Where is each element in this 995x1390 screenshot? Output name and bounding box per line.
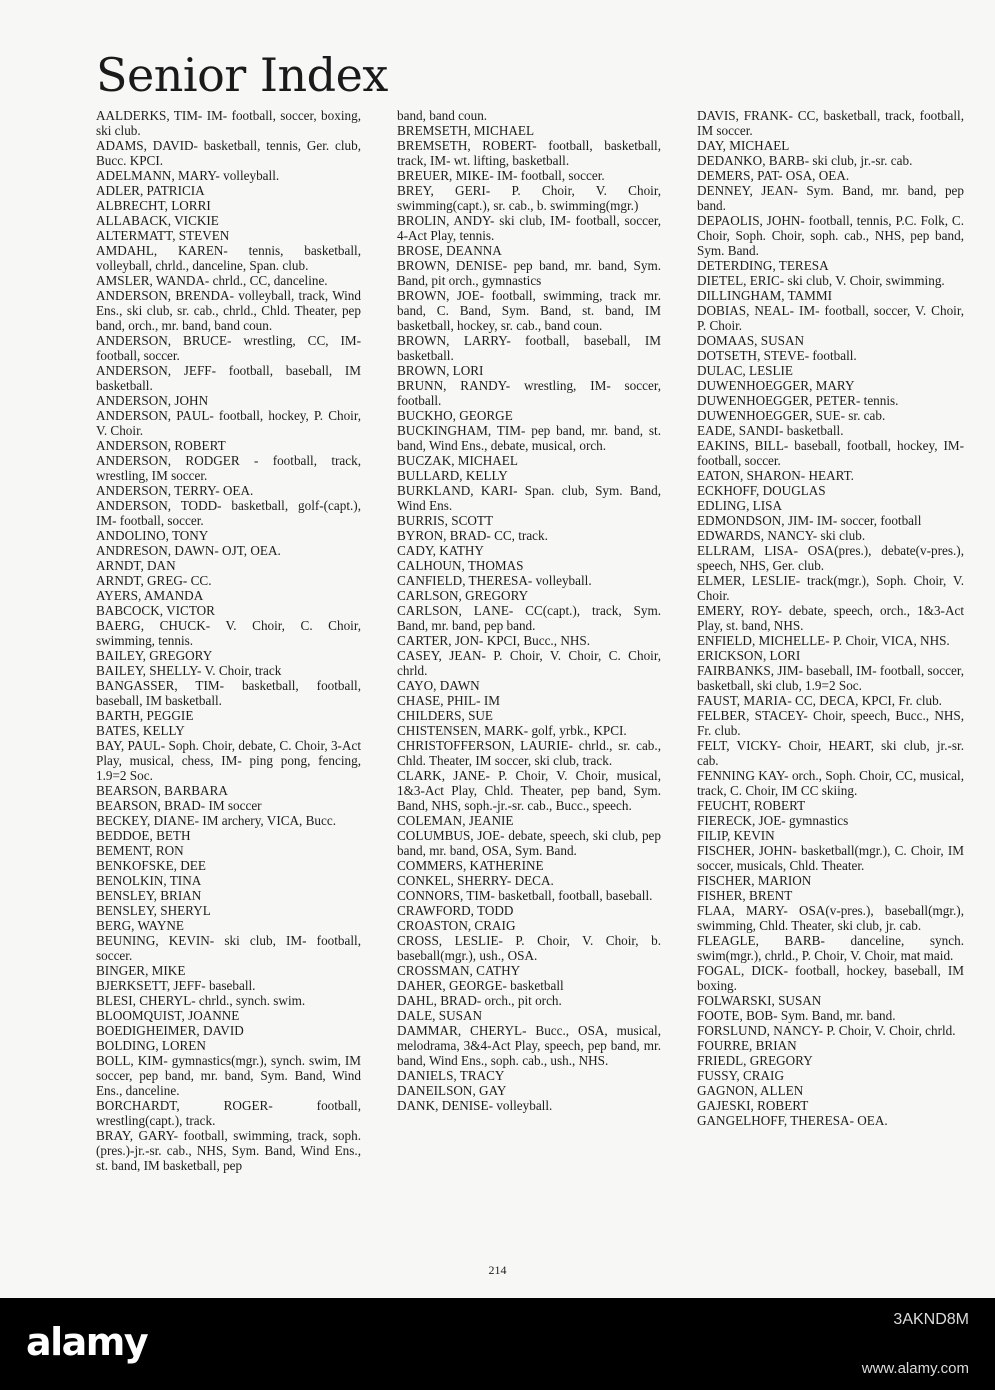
index-entry: COLUMBUS, JOE- debate, speech, ski club, pep band, mr. band, OSA, Sym. Band. <box>397 828 661 858</box>
index-entry: BROSE, DEANNA <box>397 243 502 258</box>
index-entry: CLARK, JANE- P. Choir, V. Choir, musical, 1&3-Act Play, Chld. Theater, pep band, Sym. Band, NHS, soph.-jr.-sr. cab., Bucc., speech. <box>397 768 661 813</box>
index-entry: DAMMAR, CHERYL- Bucc., OSA, musical, melodrama, 3&4-Act Play, speech, pep band, mr. band, Wind Ens., soph. cab., ush., NHS. <box>397 1023 661 1068</box>
index-entry: DANEILSON, GAY <box>397 1083 507 1098</box>
index-entry: FISCHER, MARION <box>697 873 812 888</box>
index-entry: FUSSY, CRAIG <box>697 1068 784 1083</box>
index-entry: FISHER, BRENT <box>697 888 793 903</box>
index-entry: FLAA, MARY- OSA(v-pres.), baseball(mgr.), swimming, Chld. Theater, ski club, jr. cab. <box>697 903 964 933</box>
index-entry: ELMER, LESLIE- track(mgr.), Soph. Choir, V. Choir. <box>697 573 964 603</box>
index-entry: CARLSON, GREGORY <box>397 588 529 603</box>
index-entry: BENOLKIN, TINA <box>96 873 202 888</box>
index-entry: DANK, DENISE- volleyball. <box>397 1098 553 1113</box>
index-entry: DEDANKO, BARB- ski club, jr.-sr. cab. <box>697 153 913 168</box>
index-entry: BULLARD, KELLY <box>397 468 508 483</box>
index-entry: BEMENT, RON <box>96 843 184 858</box>
index-entry: COLEMAN, JEANIE <box>397 813 514 828</box>
index-entry: DAHER, GEORGE- basketball <box>397 978 564 993</box>
index-entry: BAILEY, GREGORY <box>96 648 213 663</box>
index-entry: BLESI, CHERYL- chrld., synch. swim. <box>96 993 306 1008</box>
index-entry: BURRIS, SCOTT <box>397 513 493 528</box>
index-entry: ECKHOFF, DOUGLAS <box>697 483 826 498</box>
index-entry: FEUCHT, ROBERT <box>697 798 806 813</box>
index-entry: FOGAL, DICK- football, hockey, baseball, IM boxing. <box>697 963 964 993</box>
index-entry: DAHL, BRAD- orch., pit orch. <box>397 993 562 1008</box>
website-url: www.alamy.com <box>861 1360 969 1377</box>
index-column-2 <box>397 108 661 1233</box>
index-entry: EDMONDSON, JIM- IM- soccer, football <box>697 513 922 528</box>
index-entry: BROLIN, ANDY- ski club, IM- football, soccer, 4-Act Play, tennis. <box>397 213 661 243</box>
index-entry: ALLABACK, VICKIE <box>96 213 219 228</box>
index-entry: DUWENHOEGGER, PETER- tennis. <box>697 393 899 408</box>
index-entry: ARNDT, GREG- CC. <box>96 573 212 588</box>
index-entry: DENNEY, JEAN- Sym. Band, mr. band, pep band. <box>697 183 964 213</box>
index-entry: BORCHARDT, ROGER- football, wrestling(capt.), track. <box>96 1098 361 1128</box>
index-entry: BUCKHO, GEORGE <box>397 408 513 423</box>
index-entry: BANGASSER, TIM- basketball, football, baseball, IM basketball. <box>96 678 361 708</box>
index-entry: CONNORS, TIM- basketball, football, baseball. <box>397 888 653 903</box>
index-entry: FILIP, KEVIN <box>697 828 775 843</box>
index-entry: BEARSON, BRAD- IM soccer <box>96 798 262 813</box>
index-entry: ERICKSON, LORI <box>697 648 801 663</box>
index-column-1 <box>96 108 361 1233</box>
index-entry: BOLL, KIM- gymnastics(mgr.), synch. swim, IM soccer, pep band, mr. band, Sym. Band, Wind Ens., danceline. <box>96 1053 361 1098</box>
index-entry: GAGNON, ALLEN <box>697 1083 804 1098</box>
index-entry: ADAMS, DAVID- basketball, tennis, Ger. club, Bucc. KPCI. <box>96 138 361 168</box>
index-entry: BENSLEY, BRIAN <box>96 888 202 903</box>
index-entry: DUWENHOEGGER, MARY <box>697 378 855 393</box>
index-entry: ANDERSON, TERRY- OEA. <box>96 483 254 498</box>
index-entry: EDWARDS, NANCY- ski club. <box>697 528 866 543</box>
index-entry: CHILDERS, SUE <box>397 708 493 723</box>
index-entry: CHISTENSEN, MARK- golf, yrbk., KPCI. <box>397 723 627 738</box>
index-entry: GANGELHOFF, THERESA- OEA. <box>697 1113 888 1128</box>
index-entry: EDLING, LISA <box>697 498 782 513</box>
index-entry: FRIEDL, GREGORY <box>697 1053 813 1068</box>
index-entry: AMDAHL, KAREN- tennis, basketball, volleyball, chrld., danceline, Span. club. <box>96 243 361 273</box>
index-entry: ADLER, PATRICIA <box>96 183 205 198</box>
index-entry: BEDDOE, BETH <box>96 828 191 843</box>
index-entry: BRUNN, RANDY- wrestling, IM- soccer, football. <box>397 378 661 408</box>
index-entry: CROSS, LESLIE- P. Choir, V. Choir, b. baseball(mgr.), ush., OSA. <box>397 933 661 963</box>
index-entry: BARTH, PEGGIE <box>96 708 194 723</box>
index-entry: CADY, KATHY <box>397 543 484 558</box>
index-entry: DEMERS, PAT- OSA, OEA. <box>697 168 850 183</box>
index-entry: CAYO, DAWN <box>397 678 480 693</box>
index-entry: DOMAAS, SUSAN <box>697 333 804 348</box>
page-title: Senior Index <box>96 48 388 102</box>
index-entry: BENSLEY, SHERYL <box>96 903 211 918</box>
index-entry: EATON, SHARON- HEART. <box>697 468 854 483</box>
index-entry: FAUST, MARIA- CC, DECA, KPCI, Fr. club. <box>697 693 942 708</box>
index-entry: BJERKSETT, JEFF- baseball. <box>96 978 256 993</box>
index-entry: CONKEL, SHERRY- DECA. <box>397 873 554 888</box>
index-entry: BUCZAK, MICHAEL <box>397 453 518 468</box>
index-entry: BOLDING, LOREN <box>96 1038 206 1053</box>
index-entry: DALE, SUSAN <box>397 1008 482 1023</box>
index-entry: BREMSETH, ROBERT- football, basketball, track, IM- wt. lifting, basketball. <box>397 138 661 168</box>
index-entry: BERG, WAYNE <box>96 918 184 933</box>
index-entry: AYERS, AMANDA <box>96 588 204 603</box>
index-entry: AMSLER, WANDA- chrld., CC, danceline. <box>96 273 328 288</box>
index-entry: DUWENHOEGGER, SUE- sr. cab. <box>697 408 886 423</box>
index-entry: BURKLAND, KARI- Span. club, Sym. Band, Wind Ens. <box>397 483 661 513</box>
index-entry: ALTERMATT, STEVEN <box>96 228 230 243</box>
index-entry: ANDRESON, DAWN- OJT, OEA. <box>96 543 281 558</box>
index-entry: ANDERSON, PAUL- football, hockey, P. Choir, V. Choir. <box>96 408 361 438</box>
index-entry: ADELMANN, MARY- volleyball. <box>96 168 280 183</box>
index-entry: ALBRECHT, LORRI <box>96 198 211 213</box>
index-entry: FORSLUND, NANCY- P. Choir, V. Choir, chrld. <box>697 1023 956 1038</box>
index-entry: BATES, KELLY <box>96 723 185 738</box>
index-entry: DIETEL, ERIC- ski club, V. Choir, swimming. <box>697 273 945 288</box>
index-entry: BREY, GERI- P. Choir, V. Choir, swimming(capt.), sr. cab., b. swimming(mgr.) <box>397 183 661 213</box>
index-entry: BREMSETH, MICHAEL <box>397 123 535 138</box>
index-entry: DETERDING, TERESA <box>697 258 829 273</box>
index-entry: EADE, SANDI- basketball. <box>697 423 844 438</box>
index-entry: GAJESKI, ROBERT <box>697 1098 809 1113</box>
index-entry: CROSSMAN, CATHY <box>397 963 521 978</box>
index-entry: FLEAGLE, BARB- danceline, synch. swim(mgr.), chrld., P. Choir, V. Choir, mat maid. <box>697 933 964 963</box>
index-entry: BOEDIGHEIMER, DAVID <box>96 1023 244 1038</box>
index-entry: DEPAOLIS, JOHN- football, tennis, P.C. Folk, C. Choir, Soph. Choir, soph. cab., NHS, pep band, Sym. Band. <box>697 213 964 258</box>
page-number: 214 <box>488 1263 507 1277</box>
index-entry: ANDERSON, JEFF- football, baseball, IM basketball. <box>96 363 361 393</box>
index-entry: CANFIELD, THERESA- volleyball. <box>397 573 592 588</box>
index-entry: FAIRBANKS, JIM- baseball, IM- football, soccer, basketball, ski club, 1.9=2 Soc. <box>697 663 964 693</box>
index-entry: BRAY, GARY- football, swimming, track, soph.(pres.)-jr.-sr. cab., NHS, Sym. Band, Wind Ens., st. band, IM basketball, pep <box>96 1128 361 1173</box>
index-entry: BENKOFSKE, DEE <box>96 858 206 873</box>
index-entry: FOURRE, BRIAN <box>697 1038 797 1053</box>
index-entry: BABCOCK, VICTOR <box>96 603 215 618</box>
index-entry: BINGER, MIKE <box>96 963 186 978</box>
index-entry: ELLRAM, LISA- OSA(pres.), debate(v-pres.), speech, NHS, Ger. club. <box>697 543 964 573</box>
index-entry: FELT, VICKY- Choir, HEART, ski club, jr.-sr. cab. <box>697 738 964 768</box>
watermark-footer <box>0 1298 995 1390</box>
index-entry: BAERG, CHUCK- V. Choir, C. Choir, swimming, tennis. <box>96 618 361 648</box>
index-entry: EMERY, ROY- debate, speech, orch., 1&3-Act Play, st. band, NHS. <box>697 603 964 633</box>
index-entry: BROWN, LARRY- football, baseball, IM basketball. <box>397 333 661 363</box>
index-entry: ANDERSON, RODGER - football, track, wrestling, IM soccer. <box>96 453 361 483</box>
index-entry: CHASE, PHIL- IM <box>397 693 500 708</box>
index-entry: BEARSON, BARBARA <box>96 783 228 798</box>
index-entry: DAVIS, FRANK- CC, basketball, track, football, IM soccer. <box>697 108 964 138</box>
index-entry: CRAWFORD, TODD <box>397 903 514 918</box>
alamy-logo: alamy <box>26 1320 148 1364</box>
index-entry: BLOOMQUIST, JOANNE <box>96 1008 240 1023</box>
index-column-3 <box>697 108 964 1233</box>
image-id: 3AKND8M <box>893 1311 969 1328</box>
index-entry: BUCKINGHAM, TIM- pep band, mr. band, st. band, Wind Ens., debate, musical, orch. <box>397 423 661 453</box>
index-entry: BROWN, LORI <box>397 363 484 378</box>
index-entry: DAY, MICHAEL <box>697 138 790 153</box>
index-entry: FENNING KAY- orch., Soph. Choir, CC, musical, track, C. Choir, IM CC skiing. <box>697 768 964 798</box>
index-entry: ANDERSON, ROBERT <box>96 438 226 453</box>
index-entry: band, band coun. <box>397 108 488 123</box>
index-entry: BAILEY, SHELLY- V. Choir, track <box>96 663 282 678</box>
index-entry: DILLINGHAM, TAMMI <box>697 288 832 303</box>
index-entry: CROASTON, CRAIG <box>397 918 516 933</box>
index-entry: FOOTE, BOB- Sym. Band, mr. band. <box>697 1008 896 1023</box>
index-entry: BROWN, DENISE- pep band, mr. band, Sym. Band, pit orch., gymnastics <box>397 258 661 288</box>
index-entry: CHRISTOFFERSON, LAURIE- chrld., sr. cab., Chld. Theater, IM soccer, ski club, track. <box>397 738 661 768</box>
index-entry: DULAC, LESLIE <box>697 363 793 378</box>
index-entry: DOTSETH, STEVE- football. <box>697 348 857 363</box>
index-entry: CALHOUN, THOMAS <box>397 558 524 573</box>
index-entry: DOBIAS, NEAL- IM- football, soccer, V. Choir, P. Choir. <box>697 303 964 333</box>
index-entry: BECKEY, DIANE- IM archery, VICA, Bucc. <box>96 813 337 828</box>
index-entry: CARTER, JON- KPCI, Bucc., NHS. <box>397 633 590 648</box>
index-entry: ARNDT, DAN <box>96 558 176 573</box>
index-entry: ENFIELD, MICHELLE- P. Choir, VICA, NHS. <box>697 633 950 648</box>
index-entry: ANDERSON, BRUCE- wrestling, CC, IM-football, soccer. <box>96 333 361 363</box>
index-entry: FELBER, STACEY- Choir, speech, Bucc., NHS, Fr. club. <box>697 708 964 738</box>
index-entry: BAY, PAUL- Soph. Choir, debate, C. Choir, 3-Act Play, musical, chess, IM- ping pong, fencing, 1.9=2 Soc. <box>96 738 361 783</box>
index-entry: FISCHER, JOHN- basketball(mgr.), C. Choir, IM soccer, musicals, Chld. Theater. <box>697 843 964 873</box>
index-entry: CARLSON, LANE- CC(capt.), track, Sym. Band, mr. band, pep band. <box>397 603 661 633</box>
index-entry: ANDERSON, BRENDA- volleyball, track, Wind Ens., ski club, sr. cab., chrld., Chld. Theater, pep band, orch., mr. band, band coun. <box>96 288 361 333</box>
index-entry: EAKINS, BILL- baseball, football, hockey, IM- football, soccer. <box>697 438 964 468</box>
index-entry: ANDOLINO, TONY <box>96 528 209 543</box>
index-entry: BROWN, JOE- football, swimming, track mr. band, C. Band, Sym. Band, st. band, IM basketball, hockey, sr. cab., band coun. <box>397 288 661 333</box>
index-entry: AALDERKS, TIM- IM- football, soccer, boxing, ski club. <box>96 108 361 138</box>
index-entry: BREUER, MIKE- IM- football, soccer. <box>397 168 605 183</box>
index-entry: BYRON, BRAD- CC, track. <box>397 528 548 543</box>
index-entry: CASEY, JEAN- P. Choir, V. Choir, C. Choir, chrld. <box>397 648 661 678</box>
index-entry: COMMERS, KATHERINE <box>397 858 544 873</box>
index-entry: FOLWARSKI, SUSAN <box>697 993 822 1008</box>
index-entry: DANIELS, TRACY <box>397 1068 505 1083</box>
index-entry: FIERECK, JOE- gymnastics <box>697 813 849 828</box>
index-entry: ANDERSON, TODD- basketball, golf-(capt.), IM- football, soccer. <box>96 498 361 528</box>
index-entry: ANDERSON, JOHN <box>96 393 209 408</box>
index-entry: BEUNING, KEVIN- ski club, IM- football, soccer. <box>96 933 361 963</box>
